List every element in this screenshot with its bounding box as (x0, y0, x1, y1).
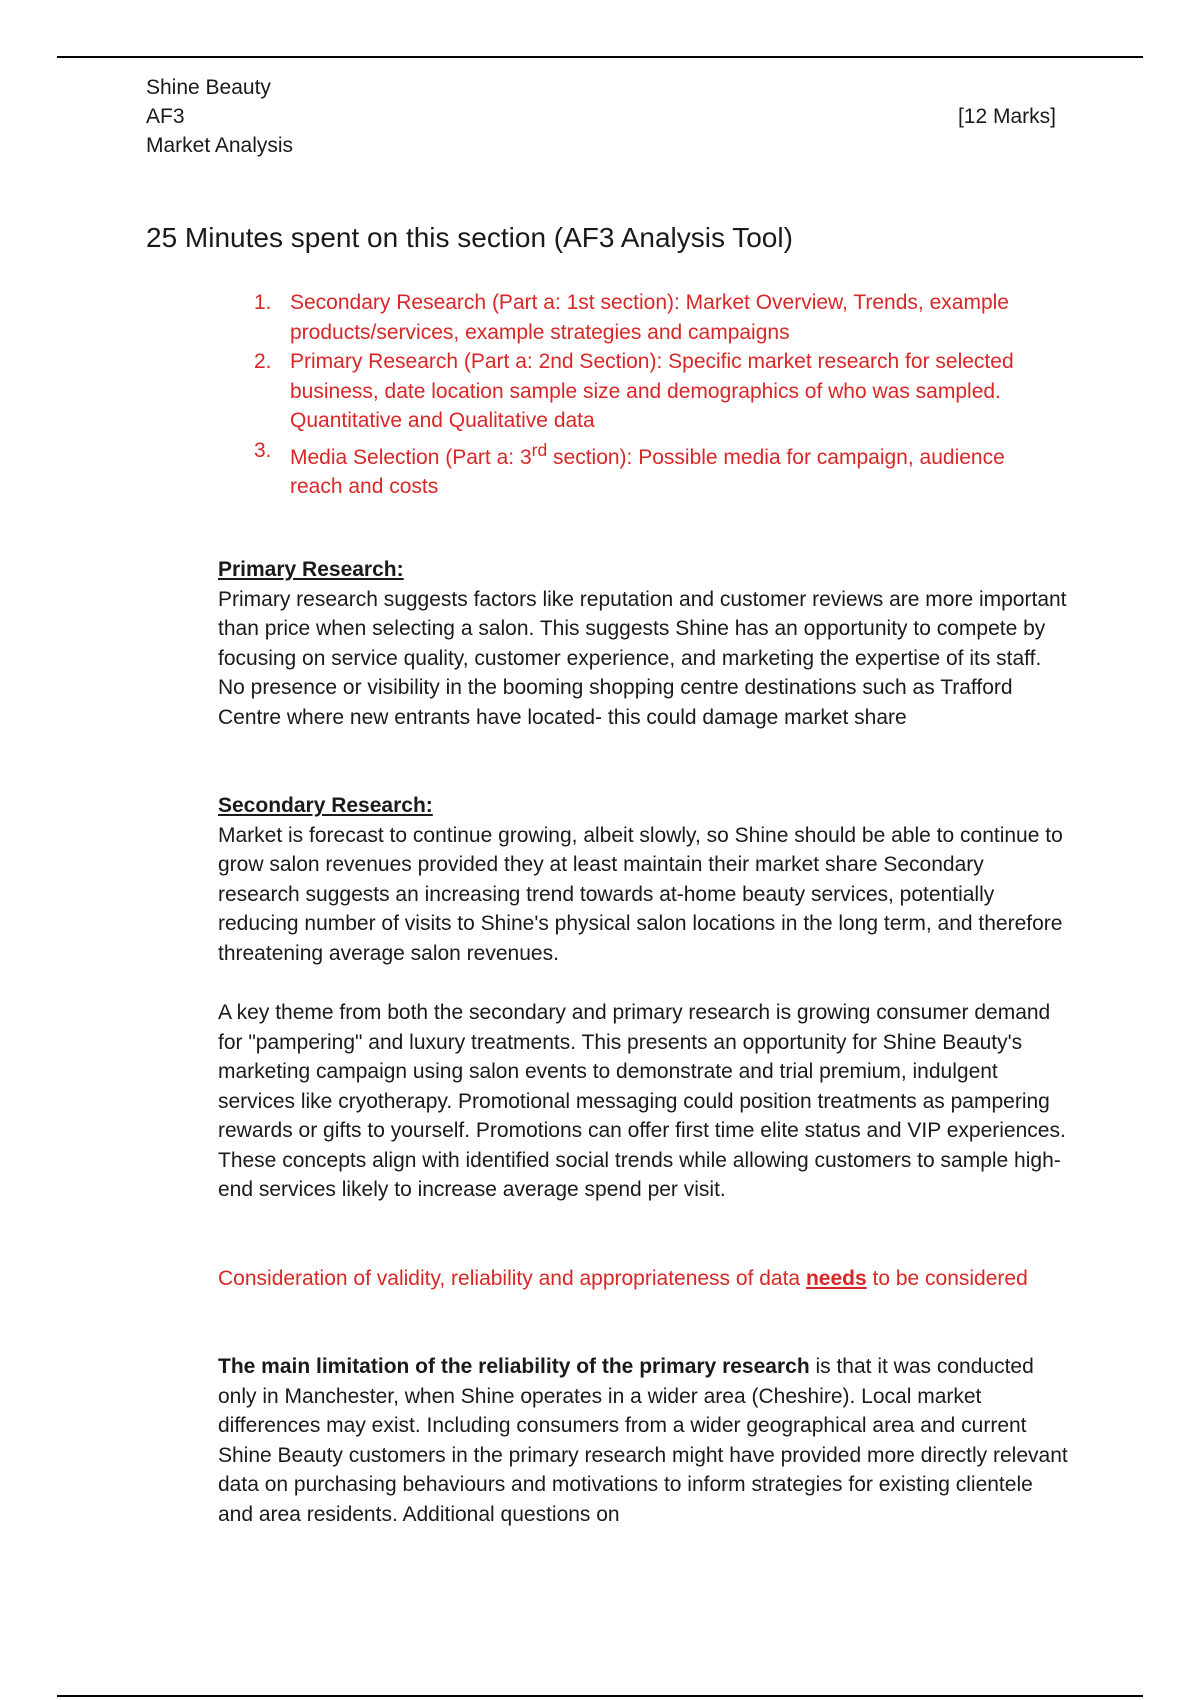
unit-code: AF3 (146, 105, 185, 128)
key-theme-section (218, 998, 1068, 1205)
section-heading: 25 Minutes spent on this section (AF3 Analysis Tool) (146, 222, 793, 253)
bottom-rule (57, 1695, 1143, 1697)
limitation-text (218, 1352, 1068, 1529)
list-item-text (290, 439, 1005, 499)
limitation-rest: is that it was conducted only in Manchester, when Shine operates in a wider area (Cheshire). Local market differences may exist. Including consumers from a wider geographical area and current Shine Beauty customers in the primary research might have provided more directly relevant data on purchasing behaviours and motivations to inform strategies for existing clientele and area residents. Additional questions on (218, 1355, 1068, 1526)
primary-research-section (218, 555, 1068, 732)
list-item (254, 347, 1060, 436)
limitation-bold: The main limitation of the reliability of the primary research (218, 1355, 810, 1378)
consideration-emphasis: needs (805, 1267, 867, 1290)
list-item-text: Secondary Research (Part a: 1st section): Market Overview, Trends, example products/services, example strategies and campaigns (290, 291, 1009, 344)
company-name: Shine Beauty (146, 76, 271, 99)
list-item (254, 436, 1060, 502)
list-item-text-start: Media Selection (Part a: 3 (290, 445, 532, 469)
superscript: rd (531, 439, 548, 460)
marks-label: [12 Marks] (957, 105, 1056, 128)
consideration-text (218, 1264, 1068, 1294)
limitation-section (218, 1352, 1068, 1529)
consideration-note (218, 1264, 1068, 1294)
primary-research-heading: Primary Research: (218, 558, 404, 581)
secondary-research-heading: Secondary Research: (218, 794, 433, 817)
key-theme-text: A key theme from both the secondary and primary research is growing consumer demand for "pampering" and luxury treatments. This presents an opportunity for Shine Beauty's marketing campaign using salon events to demonstrate and trial premium, indulgent services like cryotherapy. Promotional messaging could position treatments as pampering rewards or gifts to yourself. Promotions can offer first time elite status and VIP experiences. These concepts align with identified social trends while allowing customers to sample high-end services likely to increase average spend per visit. (218, 1001, 1066, 1201)
list-number: 3. (254, 438, 272, 462)
list-item-text: Primary Research (Part a: 2nd Section): Specific market research for selected business, date location sample size and demographics of who was sampled. Quantitative and Qualitative data (290, 350, 1014, 432)
list-item (254, 288, 1060, 347)
consideration-text-end: to be considered (866, 1267, 1028, 1290)
list-item-text-end: section): Possible media for campaign, audience reach and costs (290, 445, 1005, 498)
secondary-research-section (218, 791, 1068, 968)
list-number: 2. (254, 350, 272, 373)
subject-title: Market Analysis (146, 134, 294, 157)
consideration-text-start: Consideration of validity, reliability and appropriateness of data (218, 1267, 806, 1290)
list-number: 1. (254, 291, 272, 314)
document-header (146, 73, 1056, 160)
top-rule (57, 56, 1143, 58)
primary-research-text: Primary research suggests factors like reputation and customer reviews are more important than price when selecting a salon. This suggests Shine has an opportunity to compete by focusing on service quality, customer experience, and marketing the expertise of its staff. No presence or visibility in the booming shopping centre destinations such as Trafford Centre where new entrants have located- this could damage market share (218, 587, 1067, 729)
secondary-research-text: Market is forecast to continue growing, albeit slowly, so Shine should be able to continue to grow salon revenues provided they at least maintain their market share Secondary research suggests an increasing trend towards at-home beauty services, potentially reducing number of visits to Shine's physical salon locations in the long term, and therefore threatening average salon revenues. (218, 823, 1063, 965)
task-list (254, 288, 1060, 502)
